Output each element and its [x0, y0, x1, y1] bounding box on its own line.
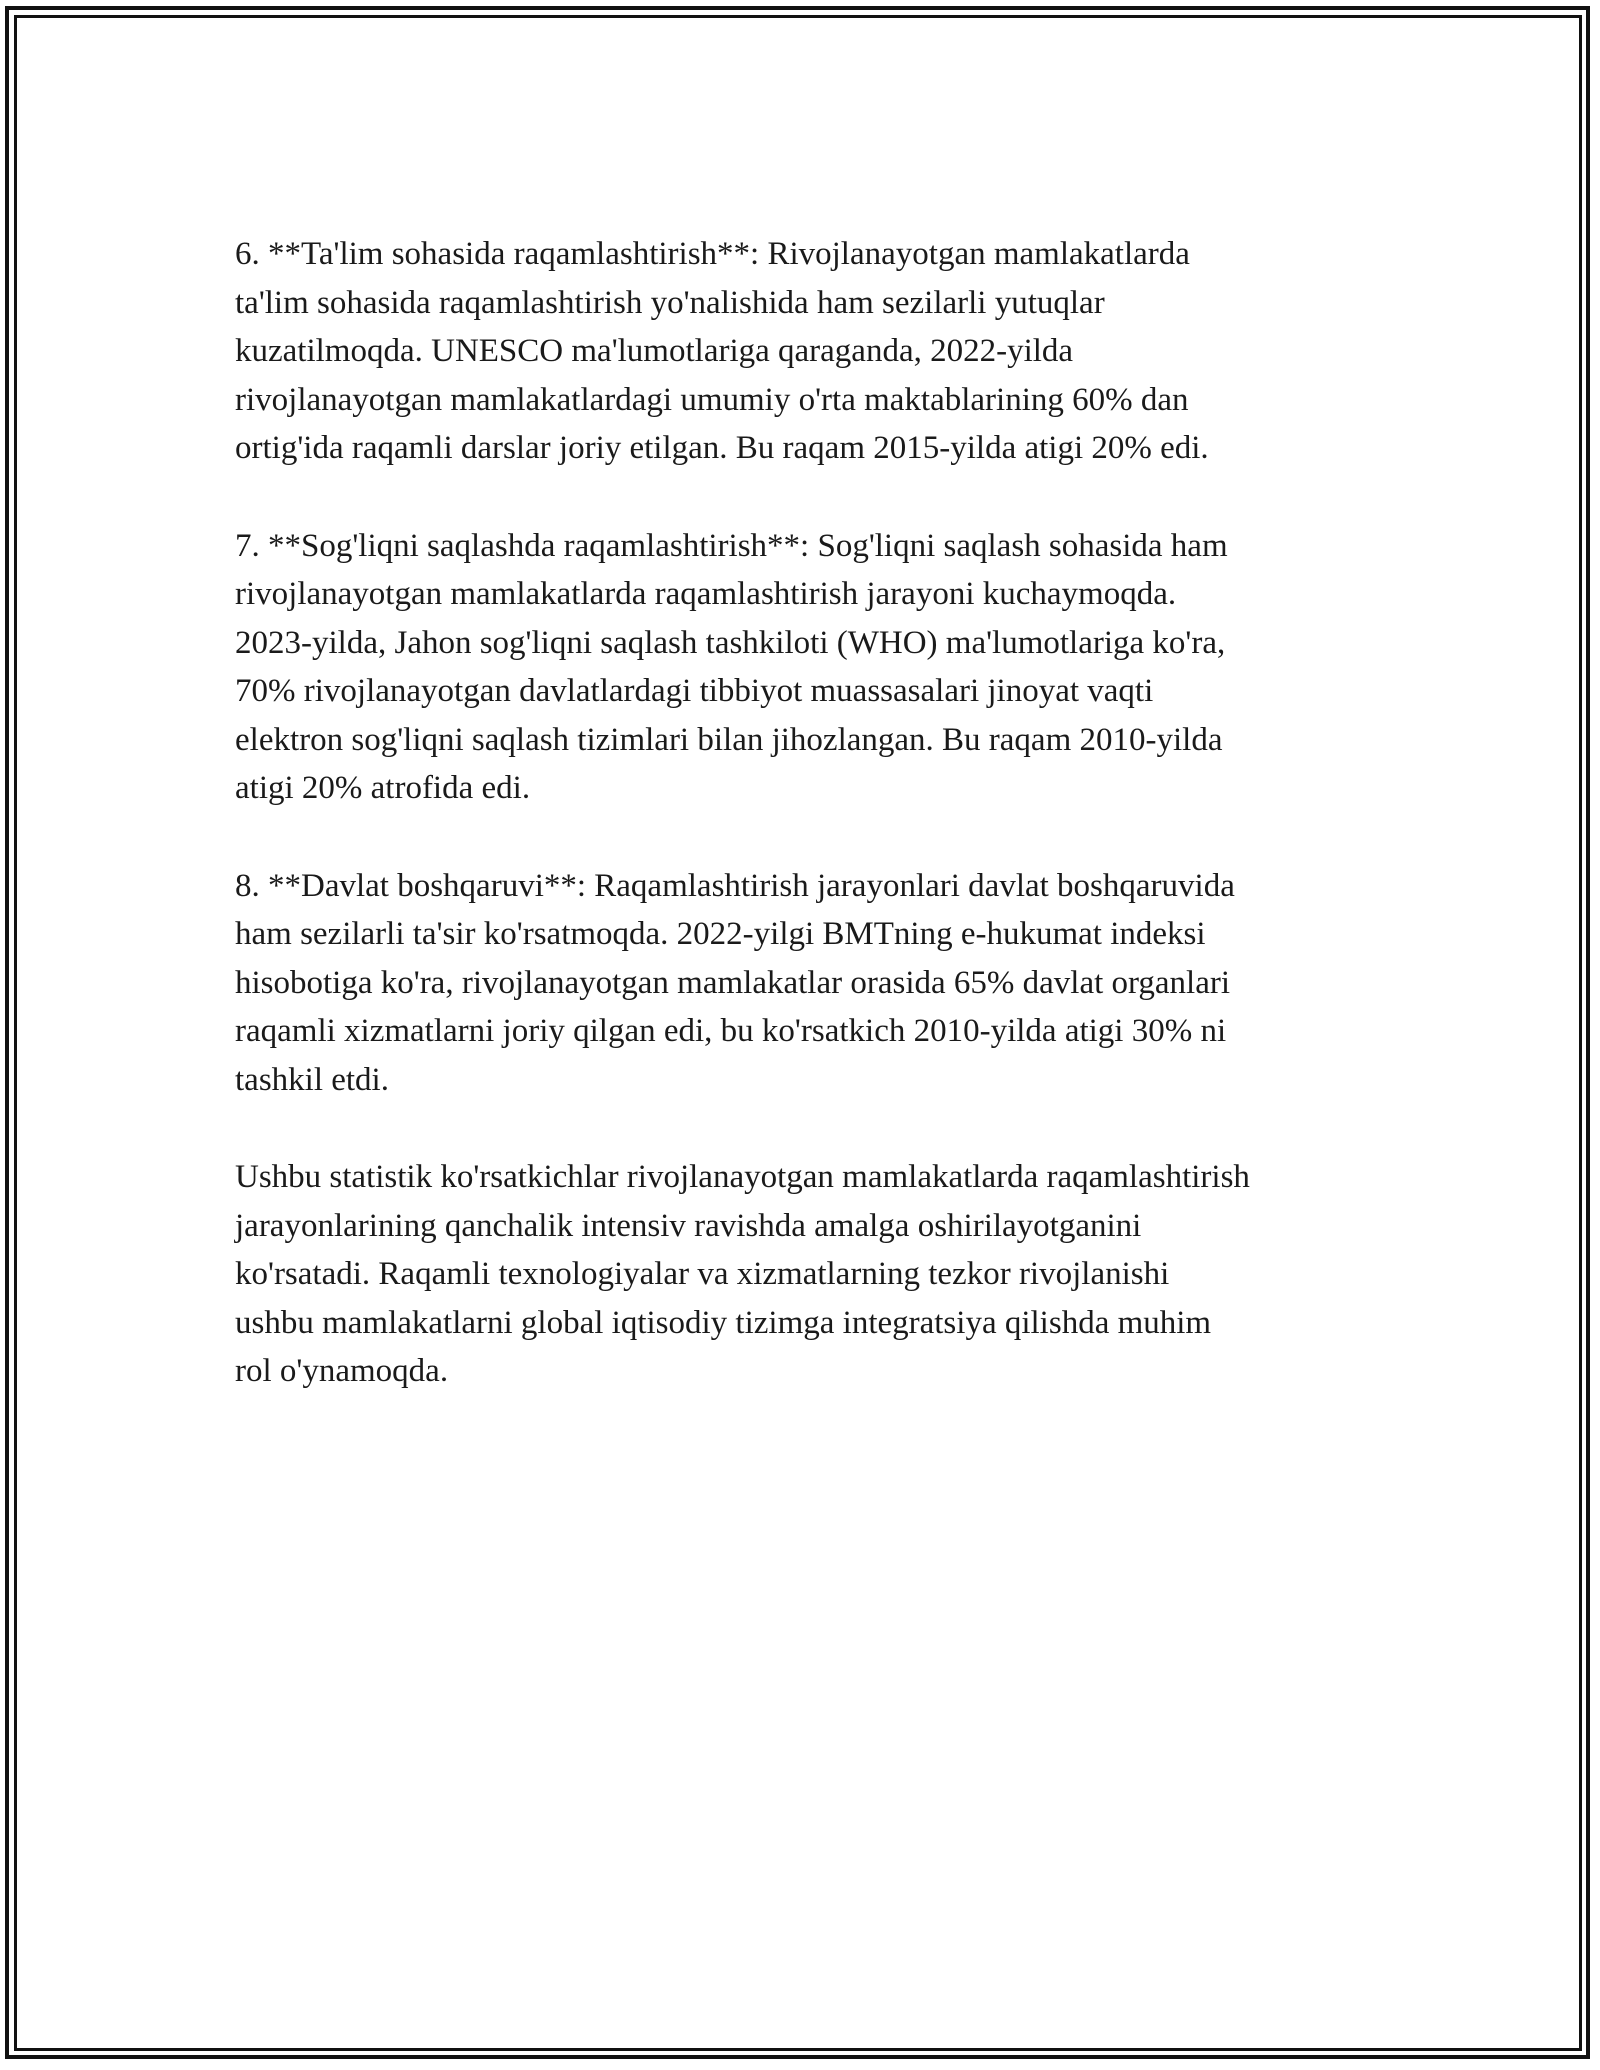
text-line: tashkil etdi.: [235, 1061, 389, 1098]
text-line: ortig'ida raqamli darslar joriy etilgan. Bu raqam 2015-yilda atigi 20% edi.: [235, 430, 1209, 466]
paragraph-conclusion: [235, 1153, 1395, 1396]
text-line: rivojlanayotgan mamlakatlardagi umumiy o'rta maktablarining 60% dan: [235, 381, 1189, 418]
text-line: 6. **Ta'lim sohasida raqamlashtirish**: Rivojlanayotgan mamlakatlarda: [235, 236, 1190, 272]
text-line: 8. **Davlat boshqaruvi**: Raqamlashtirish jarayonlari davlat boshqaruvida: [235, 867, 1235, 904]
document-body: [235, 230, 1395, 1445]
text-line: elektron sog'liqni saqlash tizimlari bilan jihozlangan. Bu raqam 2010-yilda: [235, 721, 1223, 758]
text-line: raqamli xizmatlarni joriy qilgan edi, bu ko'rsatkich 2010-yilda atigi 30% ni: [235, 1013, 1227, 1049]
text-line: ham sezilarli ta'sir ko'rsatmoqda. 2022-yilgi BMTning e-hukumat indeksi: [235, 916, 1206, 952]
text-line: jarayonlarining qanchalik intensiv ravishda amalga oshirilayotganini: [235, 1207, 1142, 1244]
text-line: ushbu mamlakatlarni global iqtisodiy tizimga integratsiya qilishda muhim: [235, 1304, 1212, 1341]
text-line: 70% rivojlanayotgan davlatlardagi tibbiyot muassasalari jinoyat vaqti: [235, 673, 1154, 709]
text-line: kuzatilmoqda. UNESCO ma'lumotlariga qaraganda, 2022-yilda: [235, 333, 1074, 369]
text-line: hisobotiga ko'ra, rivojlanayotgan mamlakatlar orasida 65% davlat organlari: [235, 964, 1231, 1001]
text-line: 7. **Sog'liqni saqlashda raqamlashtirish**: Sog'liqni saqlash sohasida ham: [235, 527, 1228, 564]
paragraph-education: [235, 230, 1395, 473]
text-line: ta'lim sohasida raqamlashtirish yo'nalishida ham sezilarli yutuqlar: [235, 284, 1105, 321]
paragraph-healthcare: [235, 522, 1395, 813]
text-line: rol o'ynamoqda.: [235, 1353, 449, 1389]
text-line: Ushbu statistik ko'rsatkichlar rivojlanayotgan mamlakatlarda raqamlashtirish: [235, 1159, 1250, 1195]
text-line: rivojlanayotgan mamlakatlarda raqamlashtirish jarayoni kuchaymoqda.: [235, 576, 1177, 612]
text-line: ko'rsatadi. Raqamli texnologiyalar va xizmatlarning tezkor rivojlanishi: [235, 1256, 1170, 1292]
text-line: 2023-yilda, Jahon sog'liqni saqlash tashkiloti (WHO) ma'lumotlariga ko'ra,: [235, 624, 1226, 661]
text-line: atigi 20% atrofida edi.: [235, 770, 531, 806]
paragraph-governance: [235, 862, 1395, 1105]
